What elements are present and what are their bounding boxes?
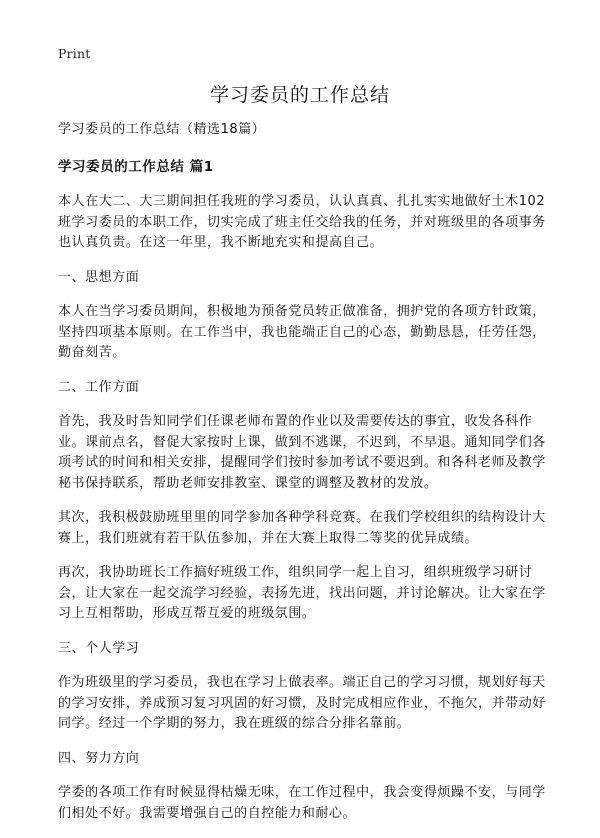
direction-paragraph: 学委的各项工作有时候显得枯燥无味，在工作过程中，我会变得烦躁不安，与同学们相处不好。我需要增强自己的自控能力和耐心。 <box>58 785 546 821</box>
thought-paragraph: 本人在当学习委员期间，积极地为预备党员转正做准备，拥护党的各项方针政策，坚持四项基本原则。在工作当中，我也能端正自己的心态，勤勤恳恳，任劳任怨，勤奋刻苦。 <box>58 304 546 360</box>
heading-study: 三、个人学习 <box>58 640 140 656</box>
section-title: 学习委员的工作总结 篇1 <box>58 158 214 175</box>
work-paragraph-first: 首先，我及时告知同学们任课老师布置的作业以及需要传达的事宜，收发各科作业。课前点名，督促大家按时上课，做到不逃课，不迟到，不早退。通知同学们各项考试的时间和相关安排，提醒同学们按时参加考试不要迟到。和各科老师及教学秘书保持联系，帮助老师安排教室、课堂的调整及教材的发放。 <box>58 414 546 491</box>
print-link[interactable]: Print <box>58 46 91 61</box>
heading-work: 二、工作方面 <box>58 379 140 395</box>
document-subtitle: 学习委员的工作总结（精选18篇） <box>58 122 266 137</box>
heading-direction: 四、努力方向 <box>58 750 140 766</box>
work-paragraph-second: 其次，我积极鼓励班里里的同学参加各种学科竞赛。在我们学校组织的结构设计大赛上，我们班就有若干队伍参加，并在大赛上取得二等奖的优异成绩。 <box>58 510 546 546</box>
study-paragraph: 作为班级里的学习委员，我也在学习上做表率。端正自己的学习习惯，规划好每天的学习安排，养成预习复习巩固的好习惯，及时完成相应作业，不拖欠，并带动好同学。经过一个学期的努力，我在班级的综合分排名靠前。 <box>58 675 546 731</box>
work-paragraph-third: 再次，我协助班长工作搞好班级工作，组织同学一起上自习，组织班级学习研讨会，让大家在一起交流学习经验，表扬先进，找出问题，并讨论解决。让大家在学习上互相帮助，形成互帮互爱的班级氛围。 <box>58 565 546 621</box>
heading-thought: 一、思想方面 <box>58 269 140 285</box>
page-title: 学习委员的工作总结 <box>209 84 390 106</box>
document-body <box>58 120 546 838</box>
intro-paragraph: 本人在大二、大三期间担任我班的学习委员，认认真真、扎扎实实地做好土木102班学习委员的本职工作，切实完成了班主任交给我的任务，并对班级里的各项事务也认真负责。在这一年里，我不断地充实和提高自己。 <box>58 194 546 250</box>
